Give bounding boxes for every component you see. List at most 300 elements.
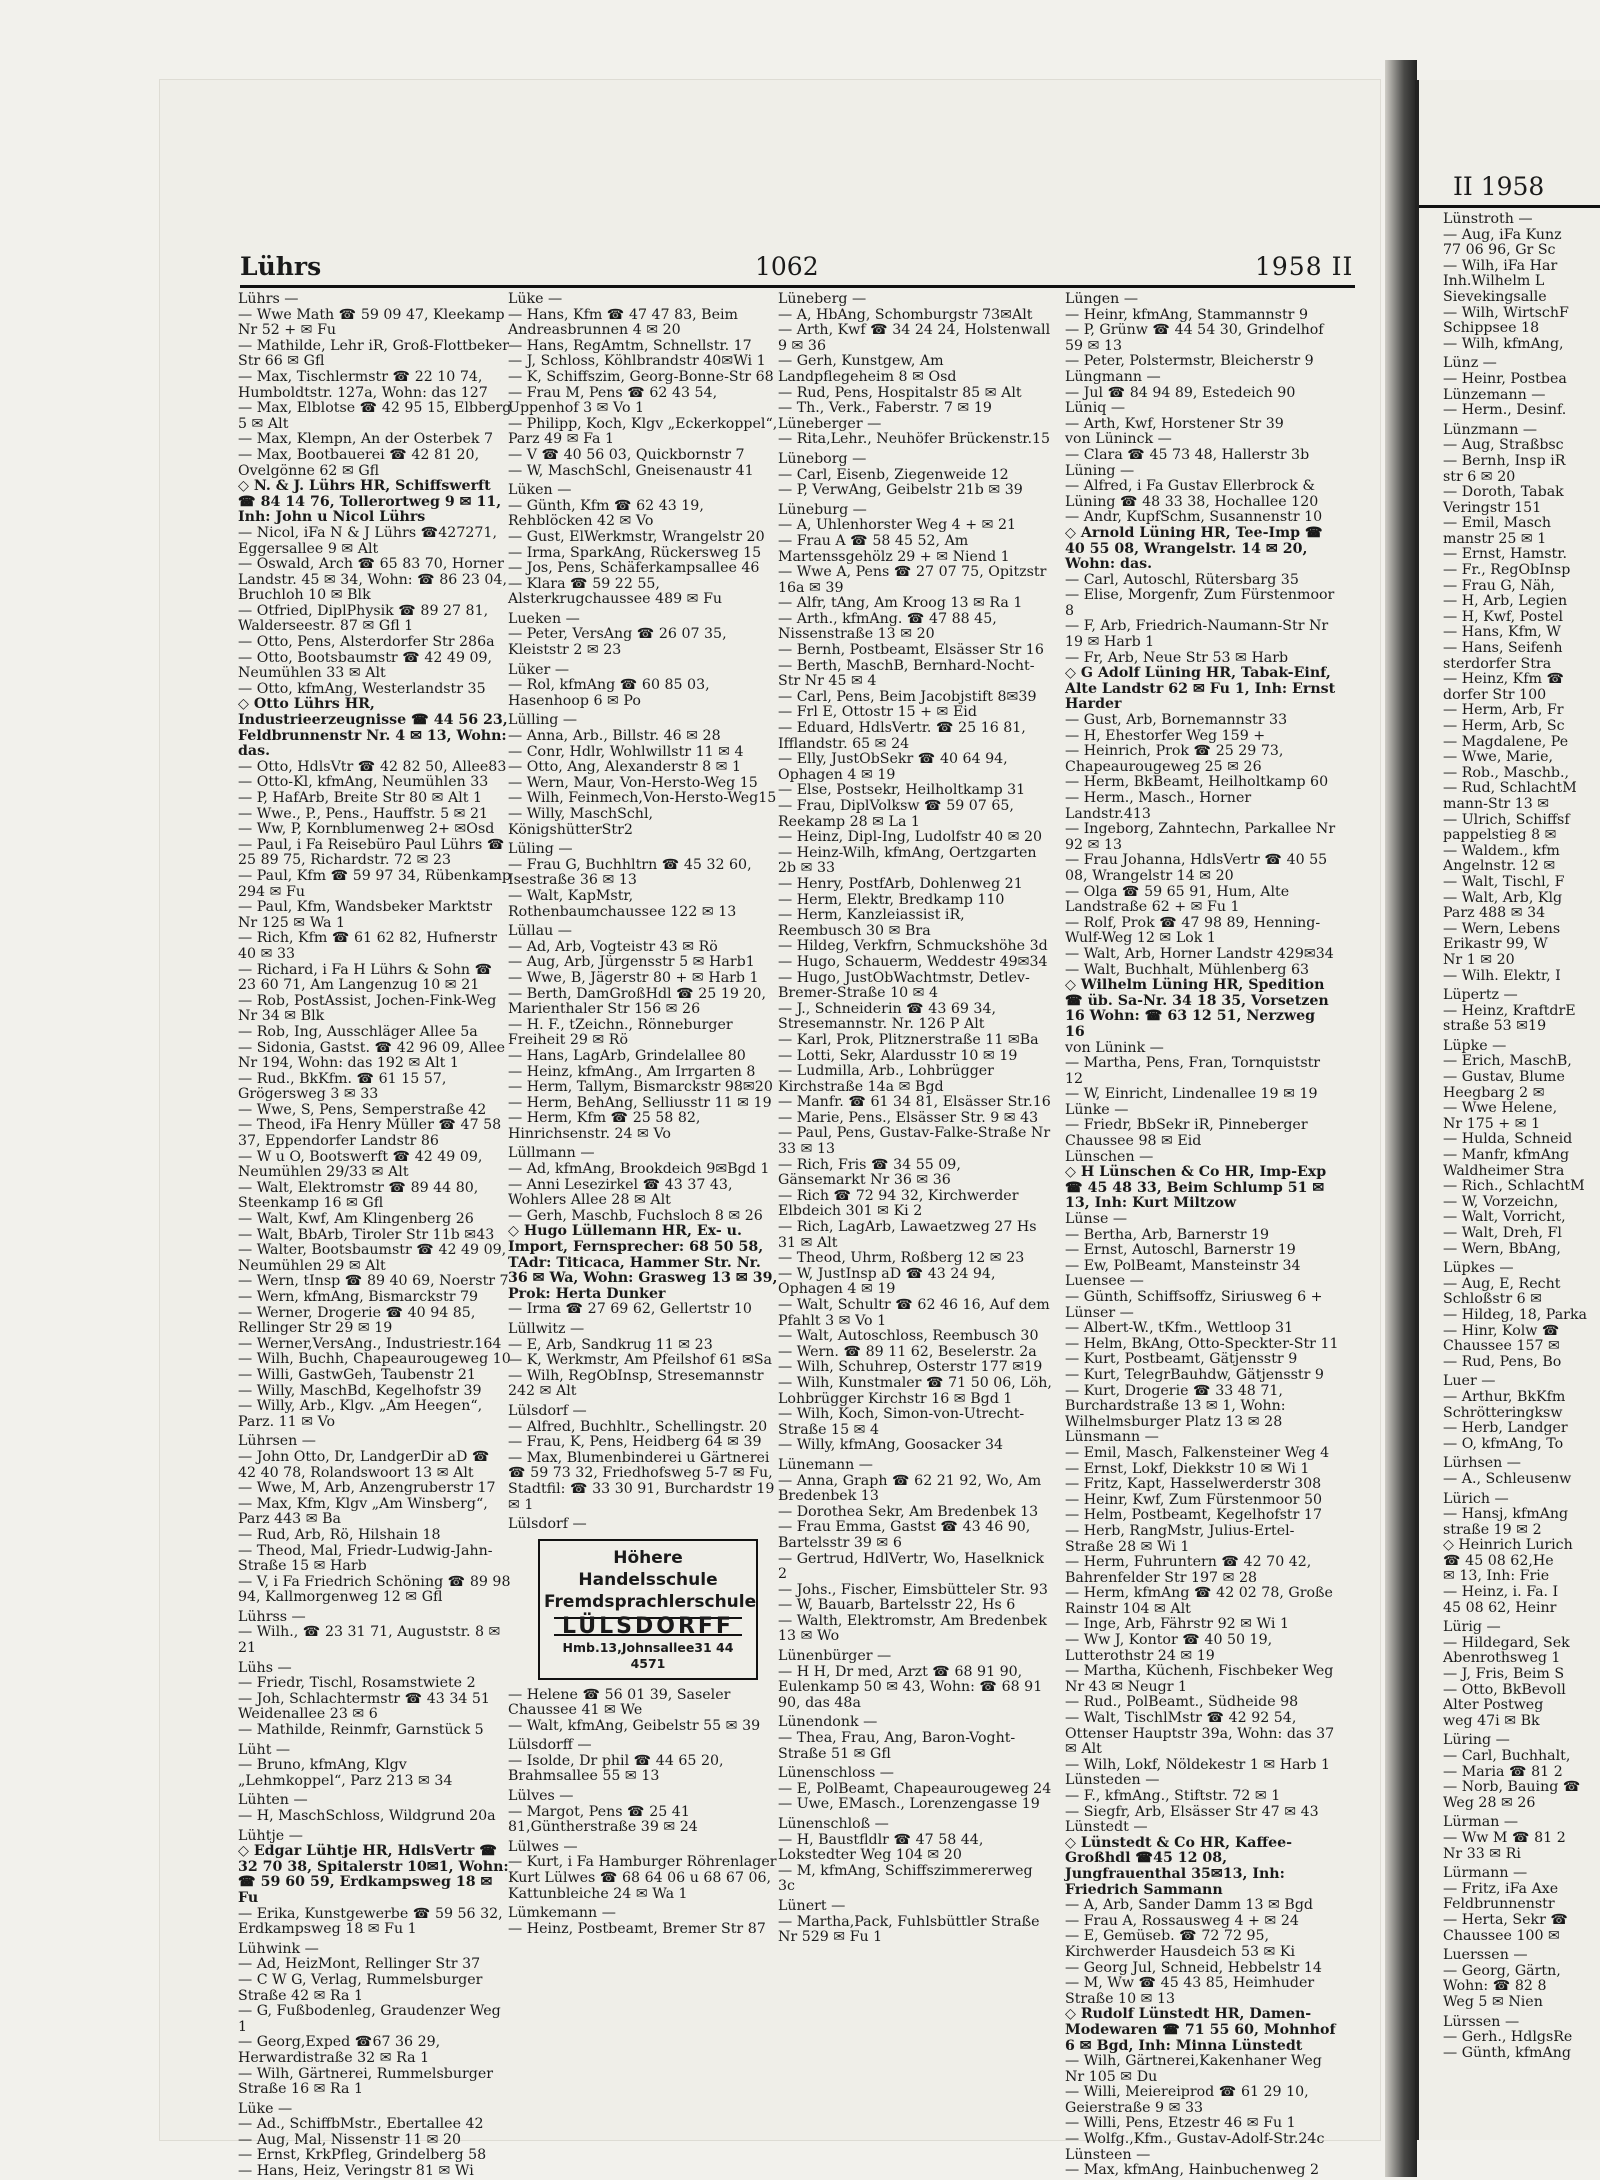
directory-entry: — Siegfr, Arb, Elsässer Str 47 ✉ 43: [1065, 1803, 1319, 1820]
directory-entry: — Rolf, Prok ☎ 47 98 89, Henning-Wulf-Weg 12 ✉ Lok 1: [1065, 914, 1321, 947]
directory-entry: — Hugo, Schauerm, Weddestr 49✉34: [778, 953, 1048, 970]
facing-entry: — Carl, Buchhalt,: [1443, 1748, 1571, 1764]
directory-entry: — Mathilde, Lehr iR, Groß-Flottbeker Str 66 ✉ Gfl: [238, 337, 510, 370]
facing-entry: — Wwe, Marie,: [1443, 749, 1554, 766]
surname-heading: Lueken —: [508, 610, 580, 627]
directory-entry: — Wwe, B, Jägerstr 80 + ✉ Harb 1: [508, 969, 759, 986]
directory-entry: — Max, Klempn, An der Osterbek 7: [238, 431, 493, 448]
facing-entry: — Aug, iFa Kunz: [1443, 226, 1562, 243]
directory-entry: — Wern, tInsp ☎ 89 40 69, Noerstr 7: [238, 1273, 509, 1290]
facing-entry: Weg 28 ✉ 26: [1443, 1794, 1536, 1811]
facing-entry: — Hildeg, 18, Parka: [1443, 1306, 1588, 1323]
directory-entry: — Herm, Elektr, Bredkamp 110: [778, 891, 1005, 908]
directory-entry: — Inge, Arb, Fährstr 92 ✉ Wi 1: [1065, 1616, 1289, 1633]
directory-entry: — Otto, Pens, Alsterdorfer Str 286a: [238, 634, 495, 651]
facing-entry: Inh.Wilhelm L: [1443, 273, 1545, 290]
facing-entry: — Wilh. Elektr, I: [1443, 967, 1561, 984]
surname-heading: Lüke —: [508, 291, 563, 307]
directory-entry: — Carl, Eisenb, Ziegenweide 12: [778, 466, 1009, 483]
surname-heading: Lüneburg —: [778, 501, 867, 518]
surname-heading: Lünemann —: [778, 1456, 873, 1473]
surname-heading: Lührss —: [238, 1608, 306, 1625]
running-head-right: 1958 II: [1255, 252, 1354, 281]
facing-entry: — Hans, Kfm, W: [1443, 624, 1561, 641]
facing-entry: Lüpertz —: [1443, 987, 1518, 1004]
facing-entry: Heegbarg 2 ✉: [1443, 1084, 1545, 1101]
facing-entry: — Walt, Vorricht,: [1443, 1209, 1566, 1226]
facing-entry: — Walt, Arb, Klg: [1443, 889, 1563, 906]
facing-page-column: [1443, 212, 1600, 2061]
directory-entry: — Paul, Pens, Gustav-Falke-Straße Nr 33 ✉ 13: [778, 1125, 1051, 1158]
facing-entry: Schloßstr 6 ✉: [1443, 1291, 1543, 1308]
facing-page-edge: [1415, 80, 1600, 2140]
facing-entry: Lüpkes —: [1443, 1260, 1514, 1277]
directory-entry: — Frau A ☎ 58 45 52, Am Martenssgehölz 29 + ✉ Niend 1: [778, 532, 1010, 565]
directory-entry: — J., Schneiderin ☎ 43 69 34, Stresemannstr. Nr. 126 P Alt: [778, 1000, 997, 1033]
directory-entry: — Friedr, Tischl, Rosamstwiete 2: [238, 1675, 476, 1692]
surname-heading: Lüling —: [508, 841, 573, 858]
directory-entry: — Günth, Schiffsoffz, Siriusweg 6 +: [1065, 1289, 1323, 1305]
surname-heading: Lühten —: [238, 1792, 308, 1809]
surname-heading: Lünse —: [1065, 1211, 1128, 1228]
directory-entry: — Walt, Kwf, Am Klingenberg 26: [238, 1211, 474, 1228]
directory-entry: — Paul, Kfm, Wandsbeker Marktstr Nr 125 ✉ Wa 1: [238, 899, 492, 931]
facing-entry: — Hansj, kfmAng: [1443, 1506, 1569, 1523]
facing-entry: pappelstieg 8 ✉: [1443, 827, 1557, 844]
surname-heading: Lünschen —: [1065, 1148, 1154, 1165]
facing-entry: — O, kfmAng, To: [1443, 1435, 1564, 1452]
directory-entry: — Carl, Autoschl, Rütersbarg 35: [1065, 571, 1299, 588]
directory-entry: — Theod, iFa Henry Müller ☎ 47 58 37, Eppendorfer Landstr 86: [238, 1117, 502, 1150]
directory-entry: — E, PolBeamt, Chapeaurougeweg 24: [778, 1780, 1052, 1797]
facing-entry: — Wern, Lebens: [1443, 920, 1561, 937]
facing-entry: dorfer Str 100: [1443, 686, 1547, 703]
surname-heading: Lüngen —: [1065, 291, 1139, 307]
directory-entry: — Frau G, Buchhltrn ☎ 45 32 60, Isestraße 36 ✉ 13: [508, 856, 752, 889]
directory-entry: — Herm, Fuhruntern ☎ 42 70 42, Bahrenfelder Str 197 ✉ 28: [1065, 1554, 1312, 1586]
facing-entry: — Gerh., HdlgsRe: [1443, 2029, 1573, 2046]
directory-entry: — Max, kfmAng, Hainbuchenweg 2: [1065, 2162, 1319, 2179]
surname-heading: Lüneberger —: [778, 415, 882, 432]
facing-entry: — Herta, Sekr ☎: [1443, 1911, 1569, 1928]
surname-heading: Lülves —: [508, 1788, 574, 1805]
column-3: [778, 292, 1052, 1946]
surname-heading: Lünendonk —: [778, 1714, 878, 1731]
surname-heading: Lüniq —: [1065, 400, 1126, 417]
directory-entry: — Wwe, M, Arb, Anzengruberstr 17: [238, 1480, 496, 1497]
directory-entry: — F, Arb, Friedrich-Naumann-Str Nr 19 ✉ Harb 1: [1065, 618, 1329, 651]
directory-entry: — A, HbAng, Schomburgstr 73✉Alt: [778, 306, 1033, 323]
directory-entry: — Alfred, Buchhltr., Schellingstr. 20: [508, 1418, 768, 1435]
directory-entry: — Wilh, Schuhrep, Osterstr 177 ✉19: [778, 1359, 1043, 1376]
facing-entry: — Arthur, BkKfm: [1443, 1388, 1566, 1405]
directory-entry: — Ww J, Kontor ☎ 40 50 19, Lutterothstr 24 ✉ 19: [1065, 1632, 1273, 1664]
facing-entry: Alter Postweg: [1443, 1697, 1544, 1714]
facing-entry: — Heinz, KraftdrE: [1443, 1002, 1576, 1019]
directory-entry: — Jul ☎ 84 94 89, Estedeich 90: [1065, 384, 1296, 401]
facing-entry: — Frau G, Näh,: [1443, 577, 1555, 594]
facing-entry: straße 19 ✉ 2: [1443, 1521, 1542, 1538]
surname-heading: Lühtje —: [238, 1827, 303, 1844]
facing-entry: — Herm., Desinf.: [1443, 402, 1567, 419]
ad-line-1: Höhere Handelsschule: [578, 1547, 718, 1590]
facing-entry: Lürman —: [1443, 1814, 1519, 1831]
directory-entry: — Willy, Arb., Klgv. „Am Heegen“, Parz. 11 ✉ Vo: [238, 1398, 483, 1430]
facing-entry: ✉ 13, Inh: Frie: [1443, 1568, 1550, 1585]
directory-entry: — Irma ☎ 27 69 62, Gellertstr 10: [508, 1301, 752, 1318]
directory-entry: — Gerh, Kunstgew, Am Landpflegeheim 8 ✉ Osd: [778, 353, 957, 385]
ad-address: Hmb.13,Johnsallee31 44 4571: [562, 1640, 734, 1671]
directory-entry: — H, MaschSchloss, Wildgrund 20a: [238, 1808, 496, 1824]
directory-entry: — Wern, kfmAng, Bismarckstr 79: [238, 1289, 479, 1305]
facing-entry: — Rich., SchlachtM: [1443, 1178, 1585, 1195]
directory-entry: — Karl, Prok, Plitznerstraße 11 ✉Ba: [778, 1031, 1039, 1048]
directory-entry: — P, Grünw ☎ 44 54 30, Grindelhof 59 ✉ 13: [1065, 322, 1324, 354]
directory-entry: — Aug, Arb, Jürgensstr 5 ✉ Harb1: [508, 954, 755, 971]
surname-heading: Lüning —: [1065, 462, 1135, 479]
directory-entry: — E, Arb, Sandkrug 11 ✉ 23: [508, 1336, 713, 1353]
facing-entry: straße 53 ✉19: [1443, 1018, 1547, 1035]
directory-entry: — Frau Emma, Gastst ☎ 43 46 90, Bartelsstr 39 ✉ 6: [778, 1519, 1031, 1551]
surname-heading: Lümkemann —: [508, 1905, 616, 1922]
directory-entry: — Georg Jul, Schneid, Hebbelstr 14: [1065, 1959, 1322, 1976]
surname-heading: Lühwink —: [238, 1940, 319, 1957]
directory-entry: — Clara ☎ 45 73 48, Hallerstr 3b: [1065, 446, 1310, 463]
facing-entry: — Doroth, Tabak: [1443, 484, 1564, 501]
directory-entry: — Heinz-Wilh, kfmAng, Oertzgarten 2b ✉ 33: [778, 844, 1037, 877]
facing-entry: Lüpke —: [1443, 1037, 1507, 1054]
directory-entry: — Helene ☎ 56 01 39, Saseler Chaussee 41 ✉ We: [508, 1686, 731, 1719]
directory-entry: — Uwe, EMasch., Lorenzengasse 19: [778, 1796, 1040, 1813]
directory-entry: — Kurt, i Fa Hamburger Röhrenlager Kurt Lülwes ☎ 68 64 06 u 68 67 06, Kattunbleiche 24 ✉ Wa 1: [508, 1854, 777, 1902]
facing-entry: str 6 ✉ 20: [1443, 468, 1516, 485]
directory-entry: — Erika, Kunstgewerbe ☎ 59 56 32, Erdkampsweg 18 ✉ Fu 1: [238, 1905, 503, 1938]
directory-entry: — Philipp, Koch, Klgv „Eckerkoppel“, Parz 49 ✉ Fa 1: [508, 415, 778, 448]
directory-entry: — Ingeborg, Zahntechn, Parkallee Nr 92 ✉ 13: [1065, 821, 1336, 853]
directory-entry: — Rud., PolBeamt., Südheide 98: [1065, 1694, 1299, 1711]
surname-heading: Lülsdorf —: [508, 1516, 587, 1533]
directory-entry: — Heinz, Dipl-Ing, Ludolfstr 40 ✉ 20: [778, 829, 1043, 846]
directory-entry: — F., kfmAng., Stiftstr. 72 ✉ 1: [1065, 1788, 1281, 1804]
facing-entry: Lünz —: [1443, 355, 1497, 372]
directory-entry: — Rich, Fris ☎ 34 55 09, Gänsemarkt Nr 36 ✉ 36: [778, 1156, 961, 1189]
directory-entry: — Ad., SchiffbMstr., Ebertallee 42: [238, 2116, 484, 2133]
facing-entry: — Fritz, iFa Axe: [1443, 1880, 1559, 1897]
facing-entry: mann-Str 13 ✉: [1443, 795, 1550, 812]
directory-entry: — Werner, Drogerie ☎ 40 94 85, Rellinger Str 29 ✉ 19: [238, 1304, 476, 1337]
directory-entry: — J, Schloss, Köhlbrandstr 40✉Wi 1: [508, 353, 766, 370]
directory-entry: — Mathilde, Reinmfr, Garnstück 5: [238, 1722, 484, 1739]
surname-heading: Lüllau —: [508, 923, 572, 940]
directory-entry: — Wilh, Kunstmaler ☎ 71 50 06, Löh, Lohbrügger Kirchstr 16 ✉ Bgd 1: [778, 1374, 1052, 1407]
facing-entry: — Hildegard, Sek: [1443, 1634, 1570, 1651]
directory-entry: — Ernst, KrkPfleg, Grindelberg 58: [238, 2147, 487, 2164]
facing-entry: sterdorfer Stra: [1443, 655, 1552, 672]
facing-entry: Nr 33 ✉ Ri: [1443, 1845, 1521, 1862]
directory-entry: — Rob, Ing, Ausschläger Allee 5a: [238, 1023, 478, 1040]
facing-entry: 45 08 62, Heinr: [1443, 1599, 1557, 1616]
directory-entry: — Wern. ☎ 89 11 62, Beselerstr. 2a: [778, 1343, 1037, 1360]
column-4: [1065, 292, 1339, 2179]
facing-entry: — Wilh, iFa Har: [1443, 257, 1558, 274]
directory-entry: — Wwe, S, Pens, Semperstraße 42: [238, 1101, 487, 1118]
directory-entry: — Heinr, Kwf, Zum Fürstenmoor 50: [1065, 1491, 1323, 1508]
directory-entry: — Rita,Lehr., Neuhöfer Brückenstr.15: [778, 431, 1051, 448]
facing-entry: Abenrothsweg 1: [1443, 1650, 1561, 1667]
directory-entry: — Gertrud, HdlVertr, Wo, Haselknick 2: [778, 1550, 1045, 1583]
directory-entry: — Max, Elblotse ☎ 42 95 15, Elbberg 5 ✉ Alt: [238, 400, 512, 432]
surname-heading: Lüker —: [508, 661, 570, 678]
facing-entry: — H, Arb, Legien: [1443, 593, 1568, 610]
surname-heading: Lülsdorf —: [508, 1402, 587, 1419]
surname-heading: Lünenschloss —: [778, 1765, 894, 1782]
directory-entry: — Rob, PostAssist, Jochen-Fink-Weg Nr 34 ✉ Blk: [238, 992, 497, 1025]
directory-entry: — Helm, Postbeamt, Kegelhofstr 17: [1065, 1507, 1322, 1524]
directory-entry: — Peter, Polstermstr, Bleicherstr 9: [1065, 353, 1314, 370]
directory-entry: ◇ Edgar Lühtje HR, HdlsVertr ☎ 32 70 38, Spitalerstr 10✉1, Wohn: ☎ 59 60 59, Erdkampsweg 18 ✉ Fu: [238, 1843, 509, 1906]
directory-entry: — Wwe., P., Pens., Hauffstr. 5 ✉ 21: [238, 805, 489, 822]
facing-entry: — Aug, E, Recht: [1443, 1275, 1561, 1292]
directory-entry: — Manfr. ☎ 61 34 81, Elsässer Str.16: [778, 1094, 1051, 1111]
directory-entry: — V ☎ 40 56 03, Quickbornstr 7: [508, 446, 745, 463]
directory-entry: — V, i Fa Friedrich Schöning ☎ 89 98 94, Kallmorgenweg 12 ✉ Gfl: [238, 1573, 511, 1606]
directory-entry: — Ludmilla, Arb., Lohbrügger Kirchstraße 14a ✉ Bgd: [778, 1063, 994, 1095]
directory-entry: — Otto, Bootsbaumstr ☎ 42 49 09, Neumühlen 33 ✉ Alt: [238, 649, 493, 682]
facing-entry: Nr 1 ✉ 20: [1443, 951, 1515, 968]
directory-entry: — Max, Bootbauerei ☎ 42 81 20, Ovelgönne 62 ✉ Gfl: [238, 446, 480, 479]
directory-entry: — Oswald, Arch ☎ 65 83 70, Horner Landstr. 45 ✉ 34, Wohn: ☎ 86 23 04, Bruchloh 10 ✉ Blk: [238, 556, 507, 604]
facing-entry: Lünstroth —: [1443, 211, 1533, 227]
directory-entry: — Gerh, Maschb, Fuchsloch 8 ✉ 26: [508, 1207, 763, 1224]
header-rule: [240, 285, 1355, 288]
directory-entry: — Walter, Bootsbaumstr ☎ 42 49 09, Neumühlen 29 ✉ Alt: [238, 1242, 507, 1274]
facing-entry: — Wwe Helene,: [1443, 1100, 1558, 1117]
facing-entry: — Hulda, Schneid: [1443, 1131, 1573, 1148]
page-gutter-shadow: [1385, 60, 1417, 2177]
surname-heading: Lüngmann —: [1065, 368, 1161, 385]
directory-entry: — Lotti, Sekr, Alardusstr 10 ✉ 19: [778, 1047, 1018, 1064]
directory-entry: — Eduard, HdlsVertr. ☎ 25 16 81, Ifflandstr. 65 ✉ 24: [778, 720, 1026, 752]
facing-entry: — Bernh, Insp iR: [1443, 452, 1566, 469]
directory-entry: — Herm, Kanzleiassist iR, Reembusch 30 ✉ Bra: [778, 907, 965, 939]
facing-entry: manstr 25 ✉ 1: [1443, 530, 1547, 547]
directory-entry: — Hans, RegAmtm, Schnellstr. 17: [508, 337, 752, 354]
directory-entry: — Herm, Kfm ☎ 25 58 82, Hinrichsenstr. 24 ✉ Vo: [508, 1110, 701, 1142]
ad-school-name: LÜLSDORFF: [554, 1617, 742, 1637]
directory-entry: — Ww, P, Kornblumenweg 2+ ✉Osd: [238, 821, 495, 838]
directory-entry: — Albert-W., tKfm., Wettloop 31: [1065, 1320, 1294, 1337]
directory-entry: — Willy, MaschSchl, KönigshütterStr2: [508, 806, 653, 838]
facing-entry: ☎ 45 08 62,He: [1443, 1552, 1554, 1569]
facing-entry: Luerssen —: [1443, 1947, 1528, 1964]
directory-entry: — Walt, TischlMstr ☎ 42 92 54, Ottenser Hauptstr 39a, Wohn: das 37 ✉ Alt: [1065, 1710, 1335, 1758]
facing-entry: Waldheimer Stra: [1443, 1162, 1565, 1179]
facing-entry: — Hans, Seifenh: [1443, 640, 1563, 657]
facing-entry: Nr 175 + ✉ 1: [1443, 1115, 1541, 1132]
directory-entry: — P, VerwAng, Geibelstr 21b ✉ 39: [778, 482, 1023, 499]
directory-entry: — Ernst, Lokf, Diekkstr 10 ✉ Wi 1: [1065, 1460, 1310, 1477]
directory-entry: — Ernst, Autoschl, Barnerstr 19: [1065, 1242, 1296, 1259]
facing-entry: — Ernst, Hamstr.: [1443, 546, 1567, 563]
directory-entry: — K, Werkmstr, Am Pfeilshof 61 ✉Sa: [508, 1352, 773, 1369]
surname-heading: von Lüninck —: [1065, 431, 1172, 448]
directory-entry: — Wilh, Gärtnerei, Rummelsburger Straße 16 ✉ Ra 1: [238, 2065, 494, 2098]
surname-heading: Luensee —: [1065, 1273, 1144, 1290]
directory-entry: — Ad, HeizMont, Rellinger Str 37: [238, 1956, 481, 1973]
facing-entry: Schippsee 18: [1443, 320, 1540, 337]
surname-heading: Lünsteen —: [1065, 2146, 1151, 2163]
surname-heading: Lünke —: [1065, 1101, 1129, 1118]
directory-entry: — Willi, Pens, Etzestr 46 ✉ Fu 1: [1065, 2115, 1296, 2132]
directory-entry: — Walt, KapMstr, Rothenbaumchaussee 122 ✉ 13: [508, 887, 737, 920]
surname-heading: Lührsen —: [238, 1433, 316, 1450]
directory-entry: — M, kfmAng, Schiffszimmererweg 3c: [778, 1862, 1033, 1895]
directory-entry: — Martha, Küchenh, Fischbeker Weg Nr 43 ✉ Neugr 1: [1065, 1663, 1334, 1695]
directory-entry: — Frl E, Ottostr 15 + ✉ Eid: [778, 704, 977, 721]
facing-entry: Weg 5 ✉ Nien: [1443, 1993, 1543, 2010]
directory-entry: — Frau, K, Pens, Heidberg 64 ✉ 39: [508, 1434, 762, 1451]
facing-entry: Feldbrunnenstr: [1443, 1896, 1555, 1913]
directory-entry: — Andr, KupfSchm, Susannenstr 10: [1065, 509, 1323, 526]
facing-entry: — Norb, Bauing ☎: [1443, 1779, 1581, 1796]
facing-entry: — Heinr, Postbea: [1443, 370, 1567, 387]
facing-entry: — Gustav, Blume: [1443, 1069, 1565, 1086]
directory-entry: — Wilh., ☎ 23 31 71, Auguststr. 8 ✉ 21: [238, 1624, 501, 1657]
directory-entry: — Margot, Pens ☎ 25 41 81,Güntherstraße 39 ✉ 24: [508, 1803, 698, 1836]
directory-entry: — Max, Tischlermstr ☎ 22 10 74, Humboldtstr. 127a, Wohn: das 127: [238, 368, 488, 401]
directory-entry: — Elly, JustObSekr ☎ 40 64 94, Ophagen 4 ✉ 19: [778, 751, 1008, 783]
directory-entry: — Wilh, Koch, Simon-von-Utrecht-Straße 15 ✉ 4: [778, 1406, 1025, 1438]
page-number: 1062: [755, 252, 819, 281]
directory-entry: — Werner,VersAng., Industriestr.164: [238, 1335, 502, 1352]
directory-entry: — Frau, DiplVolksw ☎ 59 07 65, Reekamp 28 ✉ La 1: [778, 798, 1014, 830]
directory-entry: — Th., Verk., Faberstr. 7 ✉ 19: [778, 400, 992, 417]
directory-entry: — H. F., tZeichn., Rönneburger Freiheit 29 ✉ Rö: [508, 1016, 733, 1049]
facing-entry: — Ww M ☎ 81 2: [1443, 1829, 1566, 1846]
directory-entry: — Paul, Kfm ☎ 59 97 34, Rübenkamp 294 ✉ Fu: [238, 867, 511, 900]
directory-entry: ◇ H Lünschen & Co HR, Imp-Exp ☎ 45 48 33, Beim Schlump 51 ✉ 13, Inh: Kurt Miltzow: [1065, 1164, 1327, 1212]
directory-entry: — Anna, Graph ☎ 62 21 92, Wo, Am Bredenbek 13: [778, 1472, 1042, 1505]
directory-entry: — Berth, MaschB, Bernhard-Nocht-Str Nr 45 ✉ 4: [778, 657, 1035, 690]
directory-entry: — W, Einricht, Lindenallee 19 ✉ 19: [1065, 1086, 1318, 1103]
directory-entry: — Alfred, i Fa Gustav Ellerbrock & Lüning ☎ 48 33 38, Hochallee 120: [1065, 478, 1319, 510]
facing-entry: — A., Schleusenw: [1443, 1470, 1572, 1487]
directory-entry: — C W G, Verlag, Rummelsburger Straße 42 ✉ Ra 1: [238, 1971, 483, 2004]
directory-entry: — Henry, PostfArb, Dohlenweg 21: [778, 875, 1023, 892]
directory-entry: — Wilh, Feinmech,Von-Hersto-Weg15: [508, 790, 777, 807]
facing-entry: Veringstr 151: [1443, 499, 1542, 516]
directory-entry: — Rud., BkKfm. ☎ 61 15 57, Grögersweg 3 ✉ 33: [238, 1070, 447, 1103]
surname-heading: Lülwes —: [508, 1838, 578, 1855]
directory-entry: — Max, Blumenbinderei u Gärtnerei ☎ 59 73 32, Friedhofsweg 5-7 ✉ Fu, Stadtfil: ☎ 33 30 91, Burchardstr 19 ✉ 1: [508, 1449, 775, 1513]
surname-heading: Lüllmann —: [508, 1145, 595, 1162]
directory-entry: — Wolfg.,Kfm., Gustav-Adolf-Str.24c: [1065, 2131, 1325, 2148]
surname-heading: Lülling —: [508, 712, 578, 729]
surname-heading: Lünenbürger —: [778, 1648, 892, 1665]
directory-entry: — Otto, kfmAng, Westerlandstr 35: [238, 680, 486, 697]
directory-entry: — Walt, kfmAng, Geibelstr 55 ✉ 39: [508, 1717, 761, 1734]
directory-entry: — H H, Dr med, Arzt ☎ 68 91 90, Eulenkamp 50 ✉ 43, Wohn: ☎ 68 91 90, das 48a: [778, 1663, 1043, 1711]
directory-entry: — Walt, Arb, Horner Landstr 429✉34: [1065, 945, 1334, 962]
directory-entry: — Conr, Hdlr, Wohlwillstr 11 ✉ 4: [508, 743, 744, 760]
surname-heading: Lüneberg —: [778, 291, 867, 307]
facing-entry: — Wern, BbAng,: [1443, 1240, 1561, 1257]
directory-entry: — Frau Johanna, HdlsVertr ☎ 40 55 08, Wrangelstr 14 ✉ 20: [1065, 852, 1328, 884]
directory-entry: — Ew, PolBeamt, Mansteinstr 34: [1065, 1257, 1301, 1274]
directory-entry: — Herm., Masch., Horner Landstr.413: [1065, 790, 1252, 822]
directory-entry: — E, Gemüseb. ☎ 72 72 95, Kirchwerder Hausdeich 53 ✉ Ki: [1065, 1928, 1296, 1960]
directory-entry: — Fr, Arb, Neue Str 53 ✉ Harb: [1065, 649, 1289, 666]
directory-entry: — Günth, Kfm ☎ 62 43 19, Rehblöcken 42 ✉ Vo: [508, 497, 704, 530]
directory-entry: ◇ N. & J. Lührs HR, Schiffswerft ☎ 84 14 76, Tollerortweg 9 ✉ 11, Inh: John u Nicol Lührs: [238, 478, 502, 526]
column-1: [238, 292, 512, 2180]
directory-entry: — Heinz, Postbeamt, Bremer Str 87: [508, 1920, 766, 1937]
directory-entry: — G, Fußbodenleg, Graudenzer Weg 1: [238, 2003, 501, 2035]
facing-entry: Luer —: [1443, 1373, 1496, 1390]
facing-entry: — Wilh, kfmAng,: [1443, 335, 1564, 352]
surname-heading: Lünsmann —: [1065, 1429, 1159, 1446]
directory-entry: — Alfr, tAng, Am Kroog 13 ✉ Ra 1: [778, 595, 1023, 612]
directory-entry: — Willy, kfmAng, Goosacker 34: [778, 1437, 1004, 1454]
directory-entry: — Paul, i Fa Reisebüro Paul Lührs ☎ 25 89 75, Richardstr. 72 ✉ 23: [238, 836, 505, 869]
directory-entry: — Max, Kfm, Klgv „Am Winsberg“, Parz 443 ✉ Ba: [238, 1495, 488, 1528]
facing-entry: — Fr., RegObInsp: [1443, 562, 1571, 579]
facing-page-header: II 1958: [1453, 172, 1545, 201]
facing-entry: Chaussee 157 ✉: [1443, 1338, 1560, 1355]
facing-entry: — Maria ☎ 81 2: [1443, 1763, 1563, 1780]
facing-entry: — Rob., Maschb.,: [1443, 764, 1569, 781]
directory-entry: — Frau M, Pens ☎ 62 43 54, Uppenhof 3 ✉ Vo 1: [508, 384, 718, 417]
directory-entry: — Joh, Schlachtermstr ☎ 43 34 51 Weidenallee 23 ✉ 6: [238, 1690, 490, 1723]
directory-entry: — Hugo, JustObWachtmstr, Detlev-Bremer-Straße 10 ✉ 4: [778, 969, 1030, 1002]
facing-entry: — Manfr, kfmAng: [1443, 1147, 1570, 1164]
directory-entry: — Rich, Kfm ☎ 61 62 82, Hufnerstr 40 ✉ 33: [238, 930, 498, 962]
directory-entry: — Herb, RangMstr, Julius-Ertel-Straße 28 ✉ Wi 1: [1065, 1522, 1295, 1555]
directory-entry: — Willi, Meiereiprod ☎ 61 29 10, Geierstraße 9 ✉ 33: [1065, 2084, 1309, 2116]
facing-entry: Lürich —: [1443, 1490, 1509, 1507]
directory-entry: — Kurt, Drogerie ☎ 33 48 71, Burchardstraße 13 ✉ 1, Wohn: Wilhelmsburger Platz 13 ✉ 28: [1065, 1382, 1286, 1430]
directory-entry: — Carl, Pens, Beim Jacobjstift 8✉39: [778, 688, 1037, 705]
directory-entry: — Elise, Morgenfr, Zum Fürstenmoor 8: [1065, 587, 1335, 619]
directory-entry: — Heinrich, Prok ☎ 25 29 73, Chapeaurougeweg 25 ✉ 26: [1065, 743, 1284, 775]
facing-entry: Schrötteringksw: [1443, 1404, 1563, 1421]
facing-entry: — Wilh, WirtschF: [1443, 304, 1569, 321]
directory-entry: — Walt, Schultr ☎ 62 46 16, Auf dem Pfahlt 3 ✉ Vo 1: [778, 1297, 1050, 1329]
facing-entry: — Emil, Masch: [1443, 515, 1551, 532]
directory-entry: — Willy, MaschBd, Kegelhofstr 39: [238, 1382, 482, 1399]
facing-entry: — Magdalene, Pe: [1443, 733, 1569, 750]
facing-entry: — J, Fris, Beim S: [1443, 1666, 1565, 1683]
facing-entry: — Rud, Pens, Bo: [1443, 1353, 1562, 1370]
directory-entry: — Otto, HdlsVtr ☎ 42 82 50, Allee83: [238, 758, 507, 775]
directory-entry: — P, HafArb, Breite Str 80 ✉ Alt 1: [238, 790, 483, 806]
running-head-left: Lührs: [240, 252, 322, 281]
directory-entry: — M, Ww ☎ 45 43 85, Heimhuder Straße 10 ✉ 13: [1065, 1975, 1315, 2007]
directory-entry: — Irma, SparkAng, Rückersweg 15: [508, 544, 762, 561]
facing-entry: — Georg, Gärtn,: [1443, 1962, 1561, 1979]
facing-entry: — Erich, MaschB,: [1443, 1053, 1572, 1070]
surname-heading: Lüke —: [238, 2100, 293, 2117]
directory-entry: — Heinz, kfmAng., Am Irrgarten 8: [508, 1063, 756, 1080]
directory-entry: — Walt, Elektromstr ☎ 89 44 80, Steenkamp 16 ✉ Gfl: [238, 1179, 479, 1212]
facing-entry: weg 47i ✉ Bk: [1443, 1712, 1540, 1729]
directory-entry: — Wilh, RegObInsp, Stresemannstr 242 ✉ Alt: [508, 1367, 764, 1400]
directory-entry: — Walt, BbArb, Tiroler Str 11b ✉43: [238, 1226, 495, 1243]
facing-entry: — Hinr, Kolw ☎: [1443, 1322, 1560, 1339]
directory-entry: — Rud, Arb, Rö, Hilshain 18: [238, 1526, 441, 1543]
directory-entry: — Peter, VersAng ☎ 26 07 35, Kleiststr 2 ✉ 23: [508, 626, 727, 659]
directory-entry: — Aug, Mal, Nissenstr 11 ✉ 20: [238, 2131, 462, 2148]
